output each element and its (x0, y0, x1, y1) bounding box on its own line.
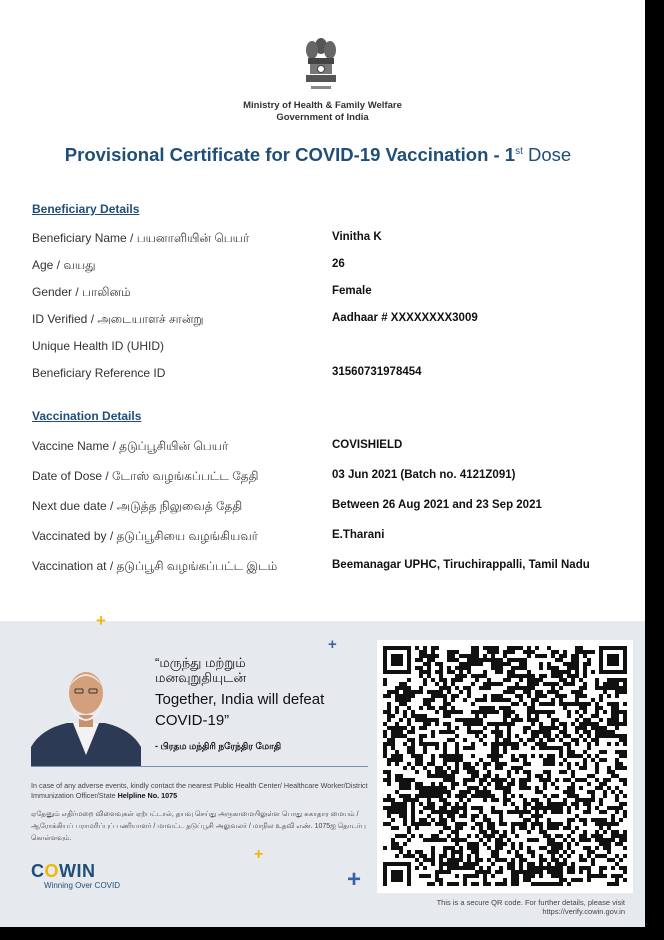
row-value: COVISHIELD (332, 439, 403, 451)
qr-note (380, 898, 625, 916)
helpline-tamil: ஏதேனும் எதிர்மறை விளைவுகள் ஏற்பட்டால், தயவு செய்து அருகாமையிலுள்ள பொது சுகாதார மையம் / ஆரோக்கியப் பராமரிப்புப் பணியாளர் / மாவட்ட தடுப்பூசி அலுவலர் / மாநில உதவி எண். 1075ஐ தொடர்பு கொள்ளவும். (31, 811, 366, 842)
row-value: Between 26 Aug 2021 and 23 Sep 2021 (332, 499, 542, 511)
qr-finder-pattern (391, 870, 403, 882)
qr-note-line-2: https://verify.cowin.gov.in (542, 907, 625, 916)
quote-tamil-line-1: “மருந்து மற்றும் (155, 655, 246, 670)
vaccination-details-heading: Vaccination Details (32, 409, 142, 423)
qr-modules (383, 646, 627, 886)
next-due-date-row (32, 499, 632, 519)
title-dose: Dose (522, 144, 572, 165)
footer-divider (31, 766, 368, 767)
row-value: 31560731978454 (332, 366, 422, 378)
vaccinated-by-row (32, 529, 632, 549)
beneficiary-details-heading: Beneficiary Details (32, 202, 140, 216)
vaccination-at-row (32, 559, 632, 579)
row-label: Age / வயது (32, 258, 96, 272)
row-value: Aadhaar # XXXXXXXX3009 (332, 312, 478, 324)
qr-finder-pattern (391, 654, 403, 666)
row-label: Vaccinated by / தடுப்பூசியை வழங்கியவர் (32, 529, 259, 543)
uhid-row (32, 339, 632, 359)
row-value: Vinitha K (332, 231, 382, 243)
plus-icon: + (328, 636, 337, 653)
row-label: Gender / பாலினம் (32, 285, 131, 299)
logo-part-c: C (31, 861, 45, 881)
quote-english: Together, India will defeat COVID-19” (155, 691, 325, 729)
row-label: Vaccine Name / தடுப்பூசியின் பெயர் (32, 439, 229, 453)
plus-icon: + (96, 611, 106, 630)
vaccine-name-row (32, 439, 632, 459)
age-row (32, 258, 632, 278)
certificate-footer (0, 621, 645, 927)
row-value: Beemanagar UPHC, Tiruchirappalli, Tamil Nadu (332, 559, 590, 571)
reference-id-row (32, 366, 632, 386)
date-of-dose-row (32, 469, 632, 489)
gender-row (32, 285, 632, 305)
helpline-number: Helpline No. 1075 (117, 791, 178, 800)
row-label: Next due date / அடுத்த நிலுவைத் தேதி (32, 499, 243, 513)
quote-attribution: - பிரதம மந்திரி நரேந்திர மோதி (155, 741, 282, 751)
cowin-logo (31, 861, 96, 882)
row-value: E.Tharani (332, 529, 385, 541)
logo-part-win: WIN (59, 861, 96, 881)
row-value: 26 (332, 258, 345, 270)
quote-tamil (155, 655, 365, 685)
qr-finder-pattern (607, 654, 619, 666)
certificate-title (0, 144, 636, 166)
qr-code (383, 646, 627, 886)
quote-tamil-line-2: மனவுறுதியுடன் (155, 670, 247, 685)
title-main: Provisional Certificate for COVID-19 Vaccination - 1 (64, 144, 516, 165)
prime-minister-photo (31, 663, 141, 767)
row-label: Vaccination at / தடுப்பூசி வழங்கப்பட்ட இடம் (32, 559, 278, 573)
qr-note-line-1: This is a secure QR code. For further details, please visit (436, 898, 625, 907)
government-name: Government of India (276, 112, 369, 123)
logo-part-o: O (44, 861, 60, 881)
helpline-text: In case of any adverse events, kindly contact the nearest Public Health Center/ Healthcare Worker/District Immunization Officer/State (31, 781, 368, 800)
row-label: Date of Dose / டோஸ் வழங்கப்பட்ட தேதி (32, 469, 259, 483)
qr-code-container (377, 640, 633, 893)
title-superscript: st (515, 145, 523, 157)
cowin-tagline: Winning Over COVID (44, 881, 121, 890)
plus-icon: + (347, 866, 362, 893)
row-label: Beneficiary Name / பயனாளியின் பெயர் (32, 231, 250, 245)
row-label: Unique Health ID (UHID) (32, 339, 165, 353)
beneficiary-name-row (32, 231, 632, 251)
row-label: Beneficiary Reference ID (32, 366, 166, 380)
helpline-english (31, 781, 371, 801)
ministry-name: Ministry of Health & Family Welfare (243, 100, 402, 111)
national-emblem-icon (300, 34, 342, 96)
row-value: 03 Jun 2021 (Batch no. 4121Z091) (332, 469, 516, 481)
row-label: ID Verified / அடையாளச் சான்று (32, 312, 204, 326)
row-value: Female (332, 285, 372, 297)
id-verified-row (32, 312, 632, 332)
plus-icon: + (254, 846, 264, 863)
